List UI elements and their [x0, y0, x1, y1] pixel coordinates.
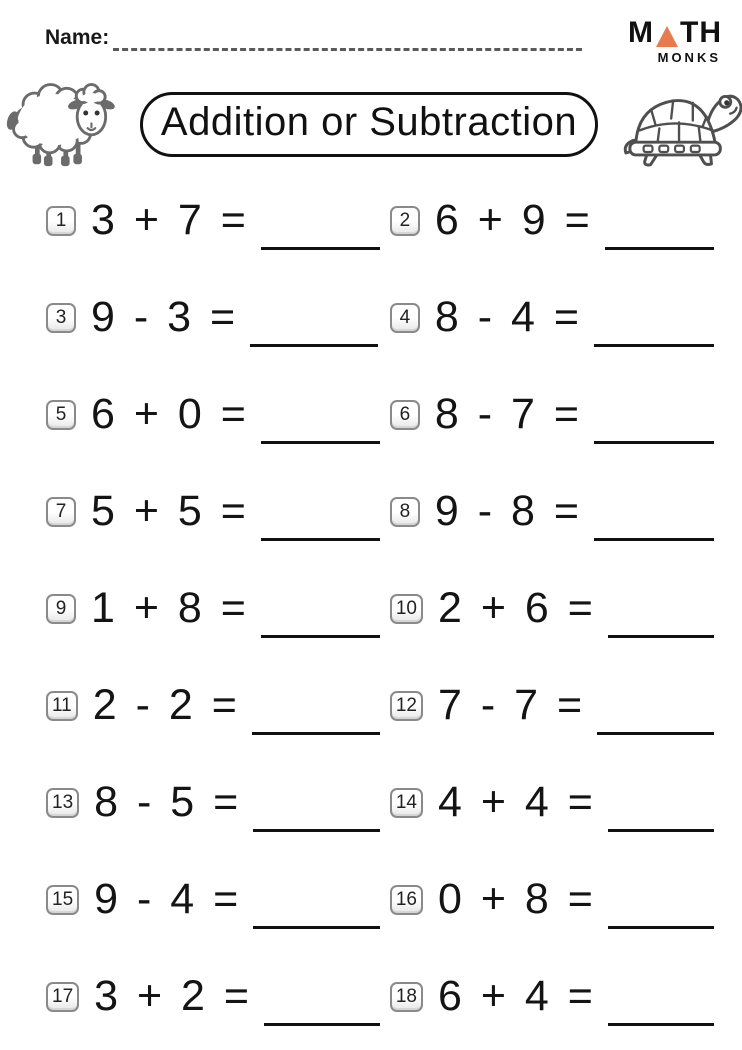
answer-blank[interactable]: [608, 605, 714, 638]
problem-item: [46, 851, 380, 948]
problem-item: [390, 269, 714, 366]
worksheet-title: Addition or Subtraction: [140, 92, 598, 157]
problem-expression: 5 + 5 =: [91, 487, 247, 535]
problem-item: [390, 754, 714, 851]
problem-item: [390, 172, 714, 269]
problem-number-badge: 12: [390, 691, 423, 721]
problem-item: [46, 366, 380, 463]
problem-item: [46, 948, 380, 1045]
sheep-icon: [6, 76, 118, 173]
logo-subtitle: MONKS: [657, 50, 721, 65]
problem-expression: 6 + 0 =: [91, 390, 247, 438]
answer-blank[interactable]: [261, 508, 380, 541]
answer-blank[interactable]: [594, 314, 714, 347]
name-input-line[interactable]: [113, 26, 582, 51]
problems-grid: [46, 172, 714, 1045]
problem-expression: 8 - 4 =: [434, 293, 580, 341]
answer-blank[interactable]: [261, 411, 380, 444]
answer-blank[interactable]: [252, 702, 380, 735]
answer-blank[interactable]: [253, 799, 380, 832]
answer-blank[interactable]: [605, 217, 714, 250]
problem-expression: 2 - 2 =: [92, 681, 238, 729]
answer-blank[interactable]: [250, 314, 378, 347]
problem-number-badge: 16: [390, 885, 423, 915]
logo-triangle-icon: [656, 26, 678, 47]
problem-item: [46, 560, 380, 657]
problem-expression: 7 - 7 =: [438, 681, 584, 729]
problem-item: [390, 463, 714, 560]
problem-item: [46, 754, 380, 851]
answer-blank[interactable]: [261, 217, 380, 250]
problem-expression: 6 + 9 =: [434, 196, 591, 244]
answer-blank[interactable]: [261, 605, 380, 638]
problem-number-badge: 9: [46, 594, 76, 624]
problem-number-badge: 6: [390, 400, 420, 430]
turtle-icon: [620, 75, 742, 174]
problem-number-badge: 7: [46, 497, 76, 527]
answer-blank[interactable]: [594, 508, 714, 541]
problem-number-badge: 15: [46, 885, 79, 915]
answer-blank[interactable]: [594, 411, 714, 444]
problem-item: [390, 948, 714, 1045]
problem-expression: 3 + 7 =: [91, 196, 247, 244]
problem-number-badge: 3: [46, 303, 76, 333]
logo-text-m: M: [628, 16, 654, 49]
problem-number-badge: 11: [46, 691, 78, 721]
problem-number-badge: 14: [390, 788, 423, 818]
problem-number-badge: 17: [46, 982, 79, 1012]
problem-number-badge: 18: [390, 982, 423, 1012]
problem-item: [390, 851, 714, 948]
name-row: [45, 26, 582, 51]
problem-expression: 6 + 4 =: [438, 972, 594, 1020]
problem-number-badge: 2: [390, 206, 420, 236]
math-monks-logo: [628, 18, 722, 65]
problem-number-badge: 1: [46, 206, 76, 236]
logo-text-th: TH: [680, 16, 722, 49]
answer-blank[interactable]: [597, 702, 714, 735]
answer-blank[interactable]: [253, 896, 380, 929]
logo-wordmark: [628, 18, 722, 48]
problem-item: [46, 269, 380, 366]
answer-blank[interactable]: [608, 993, 714, 1026]
problem-expression: 2 + 6 =: [438, 584, 594, 632]
problem-number-badge: 8: [390, 497, 420, 527]
problem-expression: 3 + 2 =: [94, 972, 251, 1020]
problem-item: [46, 657, 380, 754]
problem-expression: 9 - 8 =: [434, 487, 580, 535]
problem-expression: 1 + 8 =: [91, 584, 247, 632]
problem-expression: 4 + 4 =: [438, 778, 594, 826]
problem-expression: 9 - 4 =: [94, 875, 240, 923]
problem-number-badge: 4: [390, 303, 420, 333]
worksheet-header: [0, 74, 742, 174]
problem-expression: 8 - 7 =: [434, 390, 580, 438]
problem-number-badge: 13: [46, 788, 79, 818]
problem-item: [46, 463, 380, 560]
problem-number-badge: 10: [390, 594, 423, 624]
answer-blank[interactable]: [264, 993, 380, 1026]
answer-blank[interactable]: [608, 896, 714, 929]
problem-item: [390, 560, 714, 657]
problem-number-badge: 5: [46, 400, 76, 430]
problem-expression: 0 + 8 =: [438, 875, 594, 923]
problem-item: [390, 657, 714, 754]
problem-item: [46, 172, 380, 269]
answer-blank[interactable]: [608, 799, 714, 832]
problem-expression: 9 - 3 =: [91, 293, 237, 341]
name-label: Name:: [45, 26, 110, 49]
problem-expression: 8 - 5 =: [94, 778, 240, 826]
problem-item: [390, 366, 714, 463]
